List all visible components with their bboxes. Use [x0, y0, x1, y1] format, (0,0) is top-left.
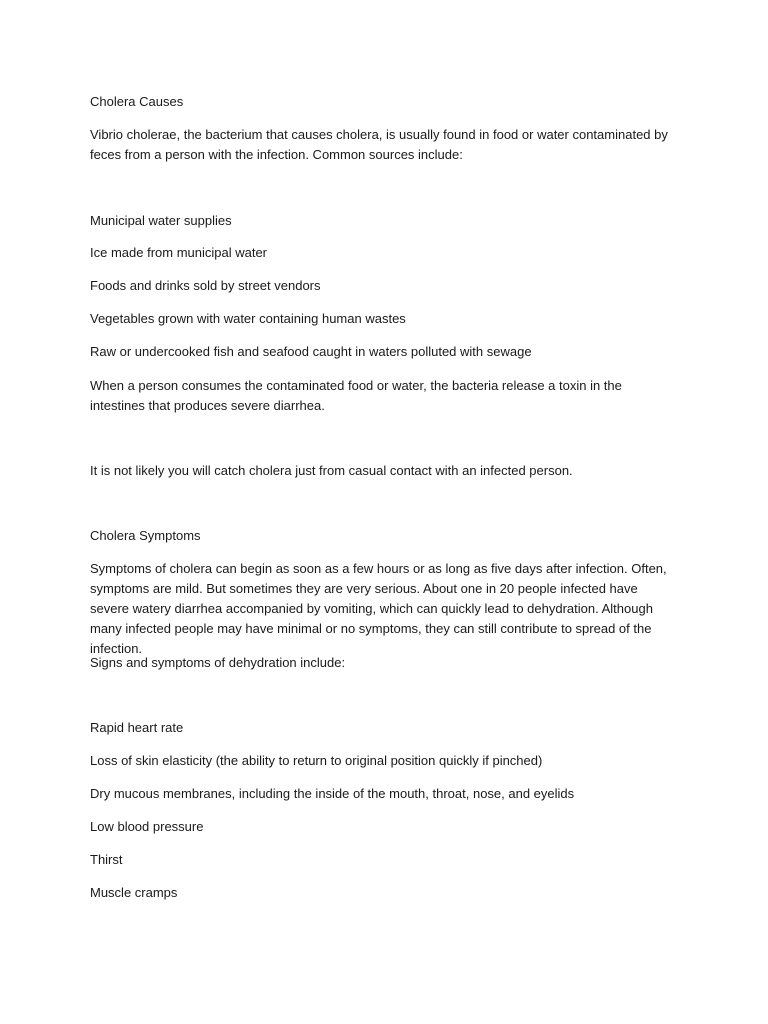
dehydration-sign-item: Dry mucous membranes, including the inside of the mouth, throat, nose, and eyelids: [90, 786, 575, 801]
contact-paragraph: It is not likely you will catch cholera just from casual contact with an infected person.: [90, 463, 573, 478]
source-item: Foods and drinks sold by street vendors: [90, 278, 321, 293]
causes-heading: Cholera Causes: [90, 94, 184, 109]
causes-intro-paragraph: Vibrio cholerae, the bacterium that causes cholera, is usually found in food or water contaminated by feces from a person with the infection. Common sources include:: [90, 127, 668, 162]
dehydration-sign-item: Thirst: [90, 852, 123, 867]
source-item: Vegetables grown with water containing human wastes: [90, 311, 406, 326]
dehydration-sign-item: Muscle cramps: [90, 885, 178, 900]
dehydration-sign-item: Rapid heart rate: [90, 720, 184, 735]
toxin-paragraph: When a person consumes the contaminated food or water, the bacteria release a toxin in the intestines that produces severe diarrhea.: [90, 378, 622, 413]
symptoms-heading: Cholera Symptoms: [90, 528, 201, 543]
source-item: Ice made from municipal water: [90, 245, 268, 260]
dehydration-sign-item: Low blood pressure: [90, 819, 204, 834]
source-item: Municipal water supplies: [90, 213, 232, 228]
symptoms-paragraph: Symptoms of cholera can begin as soon as a few hours or as long as five days after infection. Often, symptoms are mild. But sometimes they are very serious. About one in 20 people infected have severe watery diarrhea accompanied by vomiting, which can quickly lead to dehydration. Although many infected people may have minimal or no symptoms, they can still contribute to spread of the infection.: [90, 561, 667, 656]
source-item: Raw or undercooked fish and seafood caught in waters polluted with sewage: [90, 344, 532, 359]
dehydration-sign-item: Loss of skin elasticity (the ability to return to original position quickly if pinched): [90, 753, 543, 768]
dehydration-intro: Signs and symptoms of dehydration include:: [90, 655, 346, 670]
